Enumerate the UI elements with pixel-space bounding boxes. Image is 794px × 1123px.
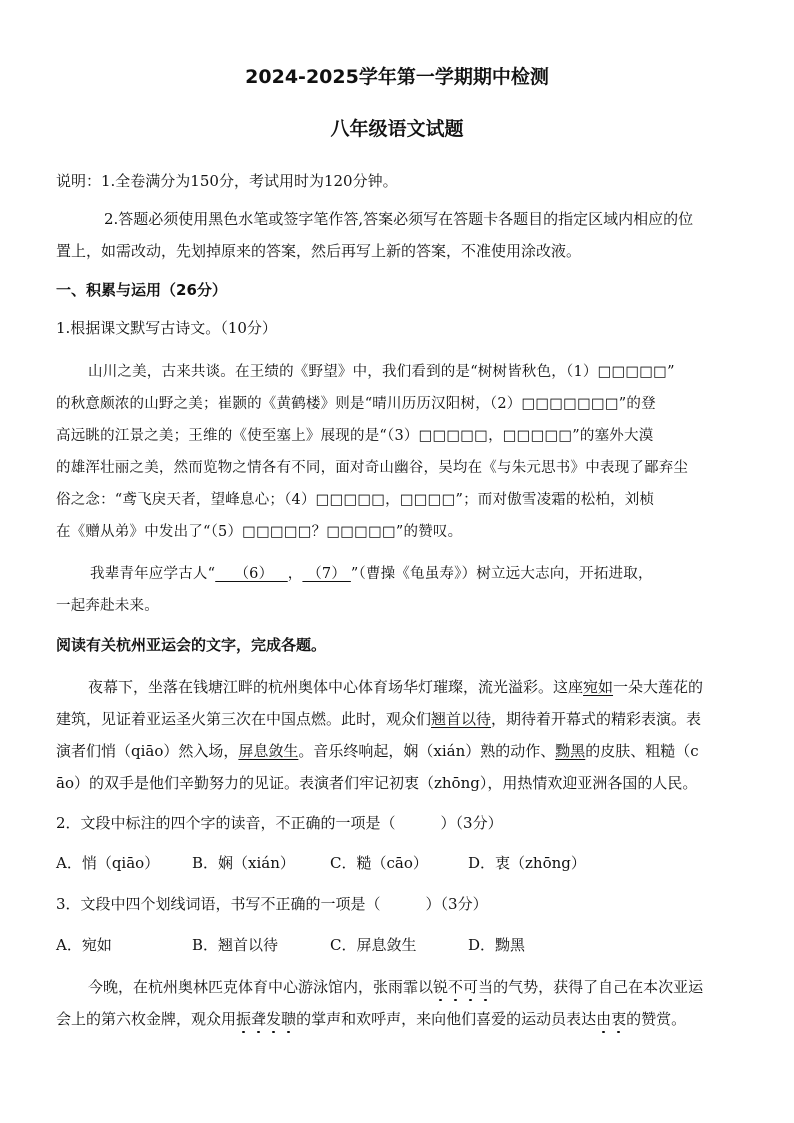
blank-6[interactable]: （6） (215, 566, 288, 582)
reading-line-2 (56, 708, 746, 729)
question-1-stem: 1.根据课文默写古诗文。（10分） (56, 319, 277, 337)
emphasis-dot-char: 振 (236, 1010, 252, 1028)
reading-text: ，期待着开幕式的精彩表演。表 (491, 710, 702, 728)
dotted-word-youzhong (596, 1010, 626, 1028)
q1-paragraph-2-line-1 (90, 562, 780, 583)
instructions-line-2a: 2.答题必须使用黑色水笔或签字笔作答,答案必须写在答题卡各题目的指定区域内相应的位 (104, 210, 694, 228)
final-text: 今晚，在杭州奥林匹克体育中心游泳馆内，张雨霏以 (88, 978, 434, 996)
reading-text: 演者们悄（qiāo）然入场， (56, 742, 239, 760)
q1-paragraph-line: 俗之念：“鸢飞戾天者，望峰息心；（4）□□□□□，□□□□”；而对傲雪凌霜的松柏，刘桢 (56, 492, 655, 508)
question-3-options (56, 934, 746, 955)
question-3-stem: 3．文段中四个划线词语，书写不正确的一项是（ ）（3分） (56, 895, 488, 913)
q2-option-b[interactable]: B．娴（xián） (192, 854, 295, 872)
final-text: 会上的第六枚金牌，观众用 (56, 1010, 237, 1028)
emphasis-dot-char: 锐 (433, 978, 449, 996)
q1-paragraph-line: 山川之美，古来共谈。在王绩的《野望》中，我们看到的是“树树皆秋色，（1）□□□□□” (88, 364, 675, 380)
reading-line-3 (56, 740, 746, 761)
section-1-heading: 一、积累与运用（26分） (56, 281, 227, 299)
q3-option-c[interactable]: C．屏息敛生 (330, 936, 417, 954)
emphasis-dot-char: 可 (463, 978, 479, 996)
underlined-word-qiaoshou: 翘首以待 (431, 710, 492, 728)
q1-p2-comma: ， (287, 566, 303, 582)
emphasis-dot-char: 发 (266, 1010, 282, 1028)
emphasis-dot-char: 聩 (281, 1010, 297, 1028)
instructions-line-1: 说明：1.全卷满分为150分，考试用时为120分钟。 (56, 172, 398, 190)
q1-paragraph-line: 的秋意颇浓的山野之美；崔颢的《黄鹤楼》则是“晴川历历汉阳树，（2）□□□□□□□”的登 (56, 396, 656, 412)
emphasis-dot-char: 聋 (251, 1010, 267, 1028)
q1-p2-text: 我辈青年应学古人“ (90, 566, 216, 582)
reading-text: 一朵大莲花的 (613, 678, 704, 696)
dotted-word-ruibukedang (433, 978, 493, 996)
emphasis-dot-char: 当 (478, 978, 494, 996)
q3-option-b[interactable]: B．翘首以待 (192, 936, 279, 954)
final-text: 的气势，获得了自己在本次亚运 (493, 978, 704, 996)
blank-7[interactable]: （7） (302, 566, 351, 582)
exam-subtitle: 八年级语文试题 (330, 118, 464, 140)
dotted-word-zhenlongfakui (236, 1010, 296, 1028)
final-paragraph-line-2 (56, 1008, 746, 1029)
underlined-word-wanru: 宛如 (583, 678, 614, 696)
emphasis-dot-char: 衷 (611, 1010, 627, 1028)
q1-p2-text: ”（曹操《龟虽寿》）树立远大志向，开拓进取， (350, 566, 653, 582)
question-2-stem: 2．文段中标注的四个字的读音，不正确的一项是（ ）（3分） (56, 814, 503, 832)
q1-paragraph-line: 高远眺的江景之美；王维的《使至塞上》展现的是“（3）□□□□□，□□□□□”的塞外大漠 (56, 428, 654, 444)
q1-paragraph-line: 在《赠从弟》中发出了“（5）□□□□□？□□□□□”的赞叹。 (56, 524, 463, 540)
reading-line-4: āo）的双手是他们辛勤努力的见证。表演者们牢记初衷（zhōng），用热情欢迎亚洲各国的人民。 (56, 774, 698, 792)
reading-text: 建筑，见证着亚运圣火第三次在中国点燃。此时，观众们 (56, 710, 432, 728)
reading-line-1 (88, 676, 778, 697)
underlined-word-youhei: 黝黑 (555, 742, 586, 760)
question-2-options (56, 852, 746, 873)
q3-option-d[interactable]: D．黝黑 (468, 936, 526, 954)
emphasis-dot-char: 由 (596, 1010, 612, 1028)
reading-heading: 阅读有关杭州亚运会的文字，完成各题。 (56, 636, 327, 654)
final-text: 的赞赏。 (626, 1010, 687, 1028)
q2-option-a[interactable]: A．悄（qiāo） (56, 854, 160, 872)
final-paragraph-line-1 (88, 976, 778, 997)
reading-text: 。音乐终响起，娴（xián）熟的动作、 (298, 742, 556, 760)
q1-paragraph-2-line-2: 一起奔赴未来。 (56, 598, 159, 614)
reading-text: 的皮肤、粗糙（c (585, 742, 699, 760)
reading-text: 夜幕下，坐落在钱塘江畔的杭州奥体中心体育场华灯璀璨，流光溢彩。这座 (88, 678, 584, 696)
q2-option-d[interactable]: D．衷（zhōng） (468, 854, 586, 872)
final-text: 的掌声和欢呼声，来向他们喜爱的运动员表达 (296, 1010, 597, 1028)
exam-title: 2024-2025学年第一学期期中检测 (245, 66, 549, 88)
underlined-word-pingxi: 屏息敛生 (238, 742, 299, 760)
q1-paragraph-line: 的雄浑壮丽之美，然而览物之情各有不同，面对奇山幽谷，吴均在《与朱元思书》中表现了鄙弃尘 (56, 460, 689, 476)
q3-option-a[interactable]: A．宛如 (56, 936, 112, 954)
q2-option-c[interactable]: C．糙（cāo） (330, 854, 428, 872)
instructions-line-2b: 置上，如需改动，先划掉原来的答案，然后再写上新的答案，不准使用涂改液。 (56, 242, 582, 260)
emphasis-dot-char: 不 (448, 978, 464, 996)
